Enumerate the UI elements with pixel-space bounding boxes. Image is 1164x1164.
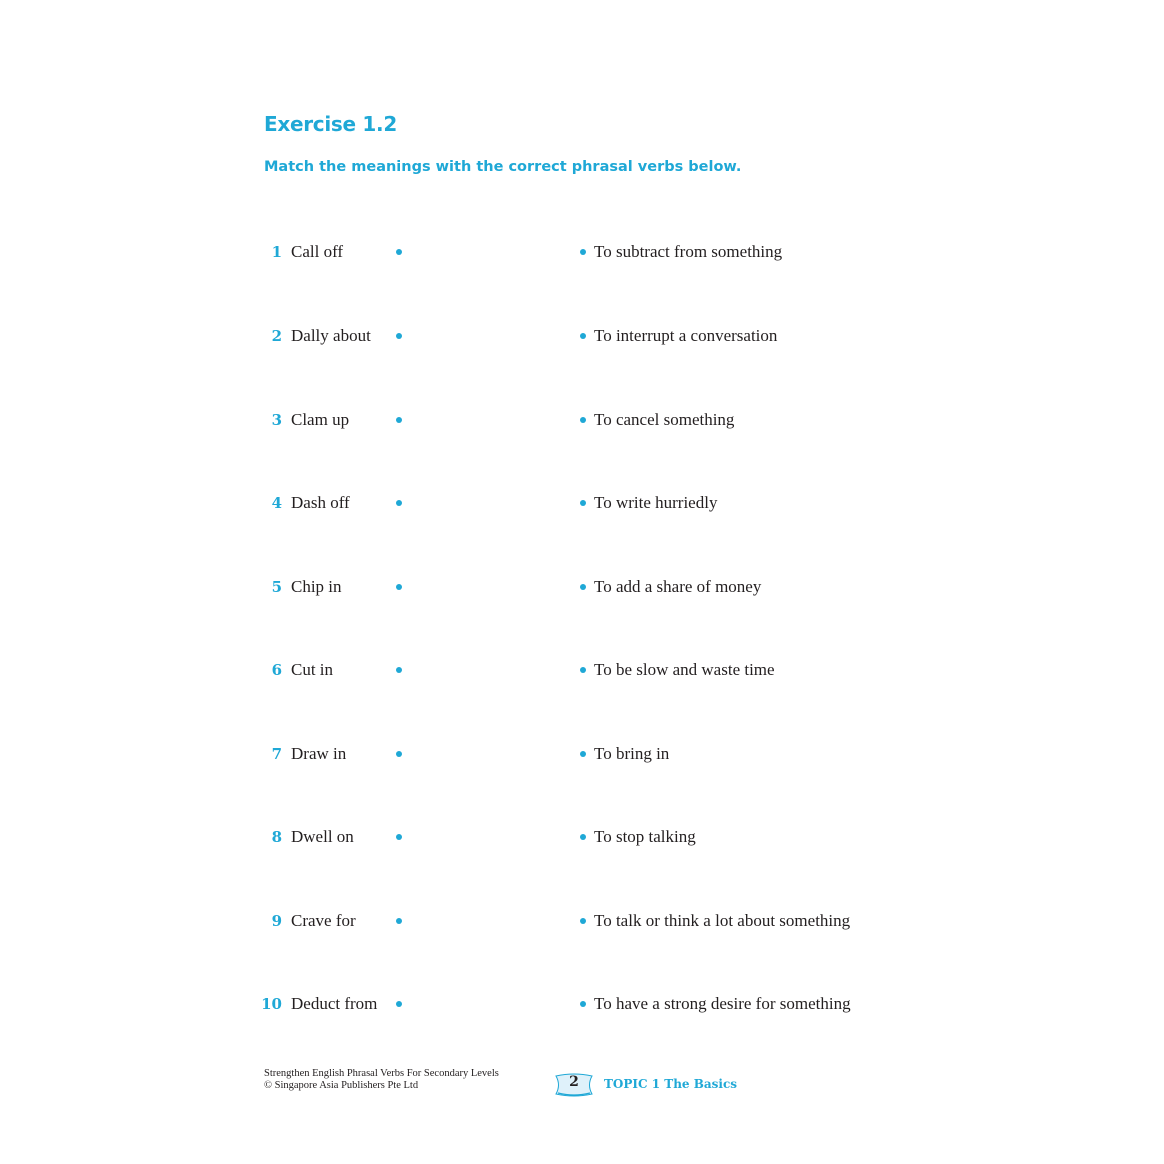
item-number: 9: [271, 912, 282, 930]
book-title: Strengthen English Phrasal Verbs For Secondary Levels: [264, 1068, 499, 1079]
meaning: To cancel something: [594, 410, 735, 429]
item-number: 3: [271, 411, 282, 429]
meaning: To add a share of money: [594, 577, 762, 596]
item-number: 7: [271, 745, 282, 763]
phrasal-verb: Call off: [291, 242, 344, 261]
phrasal-verb: Dash off: [291, 493, 350, 512]
meaning: To be slow and waste time: [594, 660, 775, 679]
footer-credits: [264, 1068, 499, 1092]
exercise-title: Exercise 1.2: [264, 112, 397, 136]
list-item: [0, 575, 1164, 599]
phrasal-verb: Draw in: [291, 744, 347, 763]
item-number: 2: [271, 327, 282, 345]
item-number: 5: [271, 578, 282, 596]
list-item: [0, 240, 1164, 264]
verb-bullet-icon[interactable]: [396, 249, 402, 255]
verb-bullet-icon[interactable]: [396, 333, 402, 339]
meaning-bullet-icon[interactable]: [580, 918, 586, 924]
list-item: [0, 408, 1164, 432]
verb-bullet-icon[interactable]: [396, 417, 402, 423]
topic-label: TOPIC 1 The Basics: [604, 1077, 738, 1091]
list-item: [0, 992, 1164, 1016]
meaning-bullet-icon[interactable]: [580, 751, 586, 757]
item-number: 10: [261, 995, 282, 1013]
item-number: 4: [271, 494, 282, 512]
phrasal-verb: Chip in: [291, 577, 342, 596]
verb-bullet-icon[interactable]: [396, 918, 402, 924]
meaning-bullet-icon[interactable]: [580, 417, 586, 423]
meaning-bullet-icon[interactable]: [580, 333, 586, 339]
phrasal-verb: Dally about: [291, 326, 371, 345]
list-item: [0, 909, 1164, 933]
meaning-bullet-icon[interactable]: [580, 249, 586, 255]
verb-bullet-icon[interactable]: [396, 834, 402, 840]
item-number: 6: [271, 661, 282, 679]
list-item: [0, 324, 1164, 348]
list-item: [0, 742, 1164, 766]
page-number: 2: [569, 1074, 579, 1090]
item-number: 8: [271, 828, 282, 846]
meaning: To interrupt a conversation: [594, 326, 778, 345]
meaning: To stop talking: [594, 827, 696, 846]
verb-bullet-icon[interactable]: [396, 500, 402, 506]
item-number: 1: [271, 243, 282, 261]
meaning: To subtract from something: [594, 242, 783, 261]
verb-bullet-icon[interactable]: [396, 1001, 402, 1007]
meaning-bullet-icon[interactable]: [580, 584, 586, 590]
verb-bullet-icon[interactable]: [396, 751, 402, 757]
meaning: To talk or think a lot about something: [594, 911, 851, 930]
exercise-instruction: Match the meanings with the correct phrasal verbs below.: [264, 159, 742, 175]
phrasal-verb: Dwell on: [291, 827, 354, 846]
verb-bullet-icon[interactable]: [396, 584, 402, 590]
list-item: [0, 658, 1164, 682]
list-item: [0, 825, 1164, 849]
meaning-bullet-icon[interactable]: [580, 500, 586, 506]
meaning-bullet-icon[interactable]: [580, 834, 586, 840]
verb-bullet-icon[interactable]: [396, 667, 402, 673]
phrasal-verb: Cut in: [291, 660, 334, 679]
phrasal-verb: Clam up: [291, 410, 350, 429]
meaning-bullet-icon[interactable]: [580, 1001, 586, 1007]
phrasal-verb: Deduct from: [291, 994, 378, 1013]
copyright: © Singapore Asia Publishers Pte Ltd: [264, 1080, 419, 1091]
list-item: [0, 491, 1164, 515]
meaning: To have a strong desire for something: [594, 994, 851, 1013]
meaning: To bring in: [594, 744, 670, 763]
meaning: To write hurriedly: [594, 493, 718, 512]
phrasal-verb: Crave for: [291, 911, 356, 930]
meaning-bullet-icon[interactable]: [580, 667, 586, 673]
